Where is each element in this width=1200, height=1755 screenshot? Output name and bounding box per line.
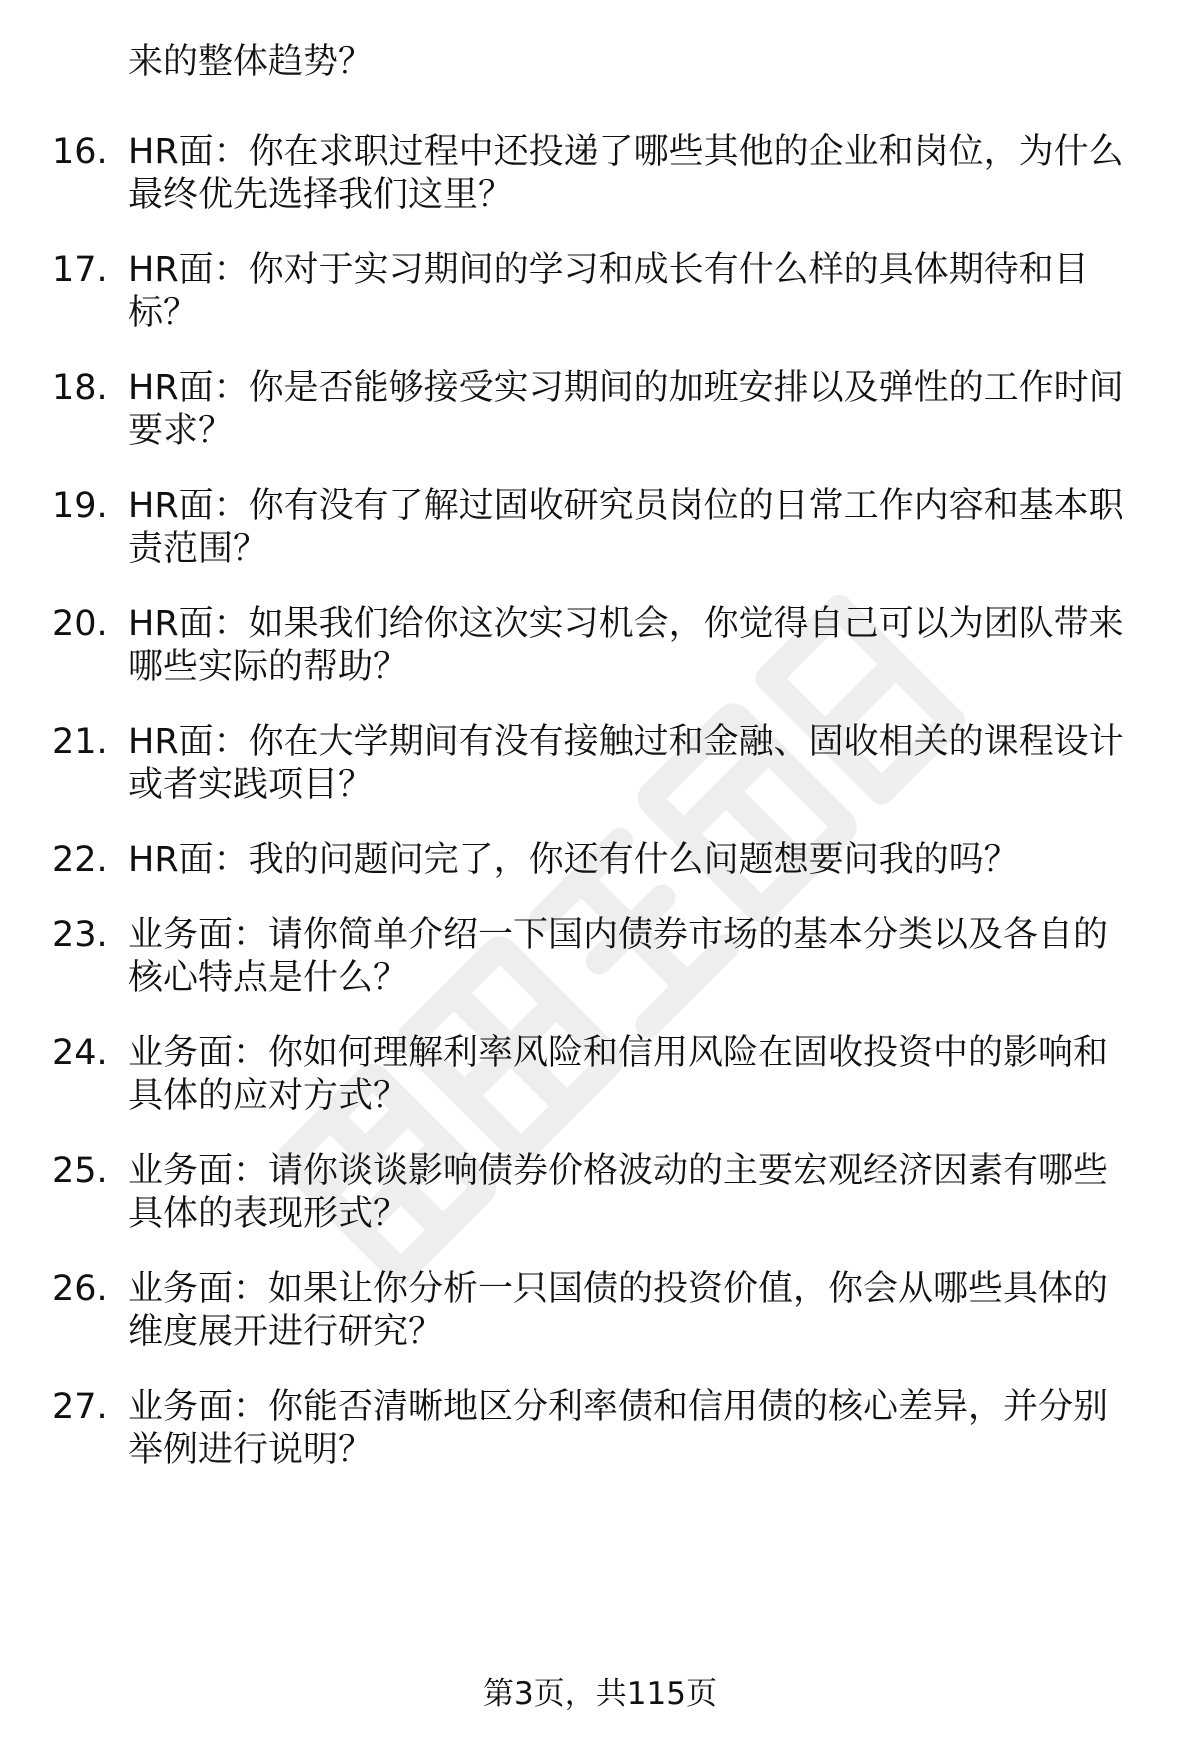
question-text-line: 业务面：你能否清晰地区分利率债和信用债的核心差异，并分别 [128, 1387, 1109, 1427]
question-text-line: 业务面：请你谈谈影响债券价格波动的主要宏观经济因素有哪些 [128, 1151, 1109, 1191]
question-text-line: HR面：我的问题问完了，你还有什么问题想要问我的吗？ [128, 840, 1019, 880]
question-number: 27. [52, 1387, 108, 1427]
question-text-line: HR面：如果我们给你这次实习机会，你觉得自己可以为团队带来 [128, 604, 1124, 644]
question-text-line: 业务面：如果让你分析一只国债的投资价值，你会从哪些具体的 [128, 1269, 1109, 1309]
question-text-line: 业务面：请你简单介绍一下国内债券市场的基本分类以及各自的 [128, 915, 1109, 955]
question-text-line: 责范围？ [128, 529, 269, 569]
question-number: 22. [52, 840, 108, 880]
question-text-line: 维度展开进行研究？ [128, 1312, 444, 1352]
question-number: 17. [52, 250, 108, 290]
question-number: 18. [52, 368, 108, 408]
question-number: 25. [52, 1151, 108, 1191]
continuation-line: 来的整体趋势？ [128, 42, 374, 82]
question-text-line: 标？ [128, 293, 199, 333]
question-text-line: 业务面：你如何理解利率风险和信用风险在固收投资中的影响和 [128, 1033, 1109, 1073]
question-text-line: 或者实践项目？ [128, 765, 374, 805]
question-number: 26. [52, 1269, 108, 1309]
question-number: 19. [52, 486, 108, 526]
question-text-line: 哪些实际的帮助？ [128, 647, 409, 687]
page-number-footer: 第3页，共115页 [483, 1676, 717, 1712]
question-text-line: 核心特点是什么？ [128, 958, 409, 998]
question-number: 20. [52, 604, 108, 644]
question-text-line: 具体的表现形式？ [128, 1194, 409, 1234]
question-text-line: 要求？ [128, 411, 234, 451]
question-text-line: HR面：你在大学期间有没有接触过和金融、固收相关的课程设计 [128, 722, 1124, 762]
question-number: 23. [52, 915, 108, 955]
question-number: 24. [52, 1033, 108, 1073]
question-text-line: 最终优先选择我们这里？ [128, 175, 514, 215]
question-text-line: HR面：你在求职过程中还投递了哪些其他的企业和岗位，为什么 [128, 132, 1124, 172]
question-text-line: HR面：你有没有了解过固收研究员岗位的日常工作内容和基本职 [128, 486, 1124, 526]
question-text-line: 举例进行说明？ [128, 1430, 374, 1470]
question-number: 16. [52, 132, 108, 172]
question-number: 21. [52, 722, 108, 762]
question-text-line: 具体的应对方式？ [128, 1076, 409, 1116]
question-text-line: HR面：你对于实习期间的学习和成长有什么样的具体期待和目 [128, 250, 1089, 290]
question-text-line: HR面：你是否能够接受实习期间的加班安排以及弹性的工作时间 [128, 368, 1124, 408]
